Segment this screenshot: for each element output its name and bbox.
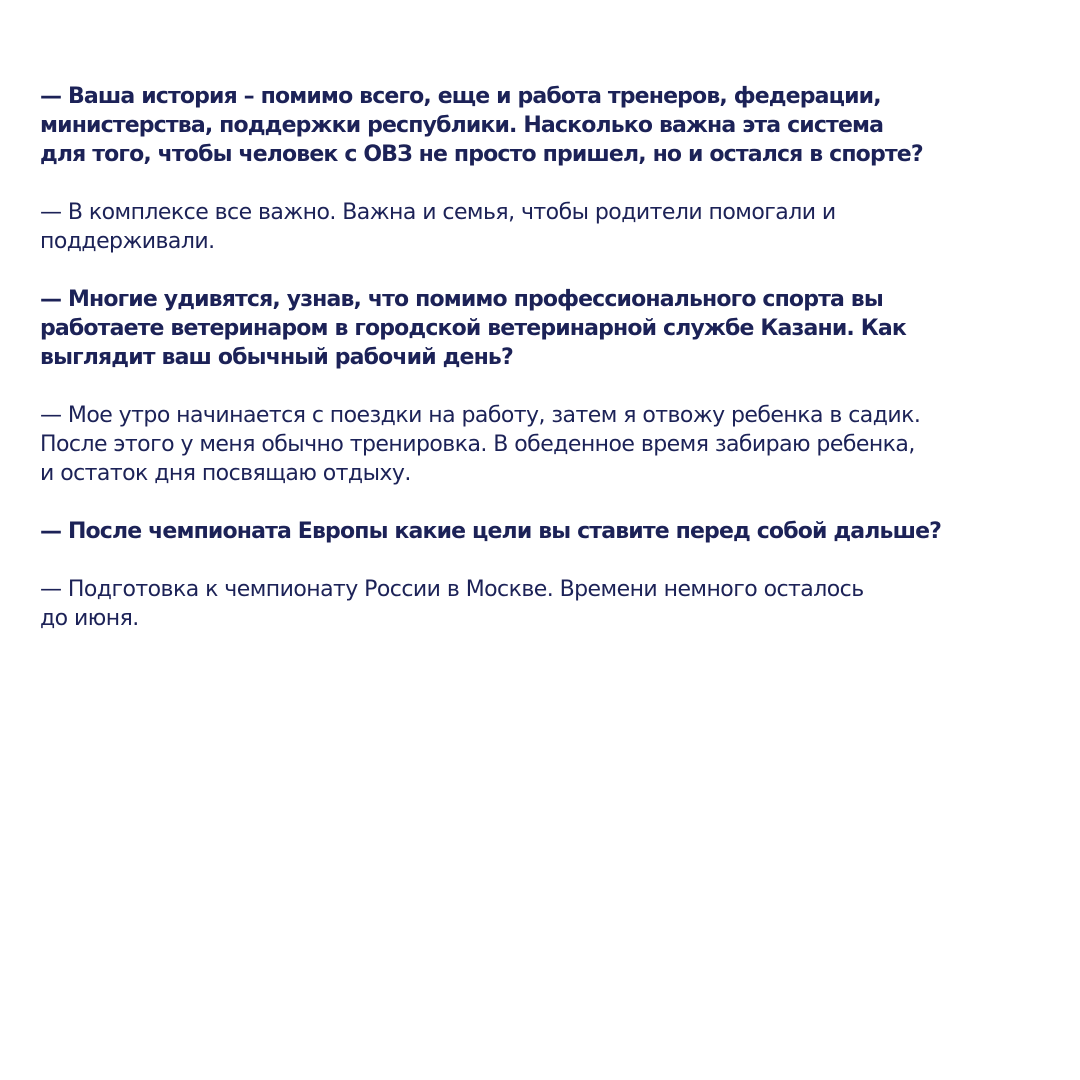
answer-1 xyxy=(40,198,1050,256)
answer-2-line: После этого у меня обычно тренировка. В обеденное время забираю ребенка, xyxy=(40,432,915,457)
answer-3 xyxy=(40,575,1050,633)
question-3 xyxy=(40,517,1050,546)
question-2 xyxy=(40,285,1050,372)
question-3-line: — После чемпионата Европы какие цели вы ставите перед собой дальше? xyxy=(40,519,942,544)
question-2-line: работаете ветеринаром в городской ветеринарной службе Казани. Как xyxy=(40,316,906,341)
answer-2 xyxy=(40,401,1050,488)
answer-1-line: поддерживали. xyxy=(40,229,215,254)
answer-1-line: — В комплексе все важно. Важна и семья, чтобы родители помогали и xyxy=(40,200,836,225)
answer-2-line: — Мое утро начинается с поездки на работу, затем я отвожу ребенка в садик. xyxy=(40,403,921,428)
question-1-line: для того, чтобы человек с ОВЗ не просто пришел, но и остался в спорте? xyxy=(40,142,923,167)
answer-3-line: до июня. xyxy=(40,606,139,631)
answer-3-line: — Подготовка к чемпионату России в Москве. Времени немного осталось xyxy=(40,577,864,602)
question-1 xyxy=(40,82,1050,169)
question-1-line: министерства, поддержки республики. Насколько важна эта система xyxy=(40,113,884,138)
question-1-line: — Ваша история – помимо всего, еще и работа тренеров, федерации, xyxy=(40,84,881,109)
answer-2-line: и остаток дня посвящаю отдыху. xyxy=(40,461,411,486)
question-2-line: выглядит ваш обычный рабочий день? xyxy=(40,345,513,370)
question-2-line: — Многие удивятся, узнав, что помимо профессионального спорта вы xyxy=(40,287,883,312)
interview-text xyxy=(40,82,1050,662)
